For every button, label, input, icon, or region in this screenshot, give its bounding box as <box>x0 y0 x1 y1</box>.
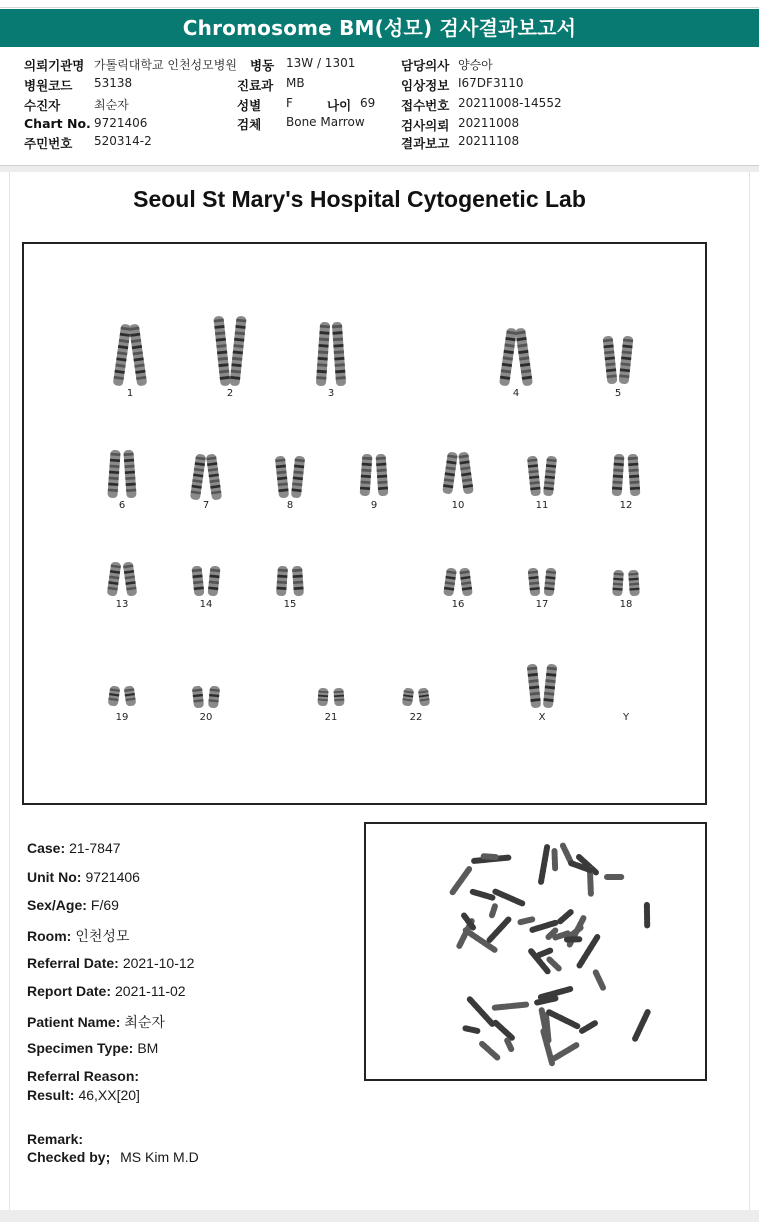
label-resident-number: 주민번호 <box>24 136 73 151</box>
patient-info-panel <box>0 48 759 166</box>
remark-label: Remark: <box>27 1131 84 1147</box>
chromosome <box>107 561 122 596</box>
spread-chromosome <box>580 937 598 965</box>
spread-chromosome <box>541 989 570 997</box>
spread-chromosome <box>539 951 550 955</box>
spread-chromosome <box>635 1012 648 1039</box>
chromosome-label: 15 <box>283 599 297 610</box>
window-top-edge <box>0 0 759 8</box>
value-physician: 양승아 <box>458 58 493 72</box>
detail-value: 21-7847 <box>69 840 121 856</box>
detail-key: Patient Name: <box>27 1014 121 1030</box>
spread-chromosome <box>554 1045 577 1059</box>
label-age: 나이 <box>327 98 352 113</box>
spread-chromosome <box>549 1012 578 1026</box>
detail-row <box>27 897 119 913</box>
chromosome <box>543 664 558 709</box>
chromosome-label: 13 <box>115 599 129 610</box>
value-referring-institution: 가톨릭대학교 인천성모병원 <box>94 58 237 72</box>
chromosome <box>360 454 373 497</box>
detail-value: BM <box>137 1040 159 1056</box>
checked-by-label: Checked by; <box>27 1149 111 1165</box>
spread-chromosome <box>507 1040 511 1049</box>
spread-chromosome <box>490 919 509 939</box>
chromosome <box>192 686 204 709</box>
chromosome-label: 5 <box>614 388 622 399</box>
label-physician: 담당의사 <box>401 58 450 73</box>
chromosome <box>108 685 121 706</box>
chromosome <box>619 336 634 385</box>
spread-chromosome <box>470 999 492 1024</box>
detail-key: Unit No: <box>27 869 82 885</box>
chromosome <box>333 688 344 707</box>
chromosome <box>628 454 641 497</box>
detail-key: Specimen Type: <box>27 1040 134 1056</box>
chromosome-label: 2 <box>226 388 234 399</box>
value-chart-no: 9721406 <box>94 116 148 130</box>
metaphase-spread-image <box>364 822 707 1081</box>
chromosome-label: 16 <box>451 599 465 610</box>
detail-row <box>27 955 194 971</box>
spread-chromosome <box>563 846 571 863</box>
chromosome <box>543 456 557 497</box>
detail-value: 9721406 <box>85 869 140 885</box>
chromosome <box>612 454 625 497</box>
chromosome <box>603 336 618 385</box>
detail-value: 46,XX[20] <box>78 1087 140 1103</box>
chromosome <box>402 687 414 706</box>
chromosome <box>207 566 220 597</box>
spread-chromosome <box>494 1005 526 1008</box>
spread-chromosome <box>495 892 522 904</box>
chromosome <box>499 328 517 387</box>
value-specimen: Bone Marrow <box>286 115 365 129</box>
spread-chromosome <box>532 923 555 930</box>
chromosome <box>527 664 542 709</box>
detail-row <box>27 1068 143 1084</box>
detail-value: 2021-10-12 <box>122 955 195 971</box>
value-result-report: 20211108 <box>458 134 520 148</box>
chromosome <box>628 570 640 597</box>
spread-chromosome <box>520 919 532 922</box>
chromosome <box>317 688 328 707</box>
spread-chromosome <box>554 851 555 868</box>
chromosome <box>213 316 230 387</box>
chromosome-label: 19 <box>115 712 129 723</box>
spread-chromosome <box>473 892 494 898</box>
detail-value: 2021-11-02 <box>115 983 186 999</box>
detail-key: Report Date: <box>27 983 112 999</box>
chromosome <box>206 454 222 501</box>
value-hospital-code: 53138 <box>94 76 133 90</box>
chromosome-label: 18 <box>619 599 633 610</box>
chromosome <box>612 570 624 597</box>
chromosome-label: 12 <box>619 500 633 511</box>
chromosome <box>107 450 120 499</box>
label-result-report: 결과보고 <box>401 136 450 151</box>
chromosome <box>123 450 136 499</box>
detail-key: Sex/Age: <box>27 897 87 913</box>
spread-chromosome <box>581 1023 595 1031</box>
spread-chromosome <box>541 847 547 882</box>
chromosome <box>376 454 389 497</box>
detail-row <box>27 869 140 885</box>
chromosome <box>275 456 289 499</box>
chromosome <box>208 686 220 709</box>
chromosome <box>459 567 473 596</box>
detail-row <box>27 1087 140 1103</box>
spread-chromosome <box>560 912 571 921</box>
spread-chromosome <box>496 1023 512 1038</box>
chromosome-label: Y <box>622 712 630 723</box>
value-ward: 13W / 1301 <box>286 56 356 70</box>
checked-by-value: MS Kim M.D <box>120 1149 199 1165</box>
label-ward: 병동 <box>250 58 275 73</box>
chromosome-label: 1 <box>126 388 134 399</box>
detail-key: Result: <box>27 1087 75 1103</box>
label-clinical-info: 임상정보 <box>401 78 450 93</box>
value-clinical-info: I67DF3110 <box>458 76 524 90</box>
chromosome-label: 4 <box>512 388 520 399</box>
chromosome <box>190 454 206 501</box>
detail-value: 인천성모 <box>75 928 130 944</box>
spread-chromosome <box>549 959 558 968</box>
chromosome-label: 21 <box>324 712 338 723</box>
label-chart-no: Chart No. <box>24 116 91 131</box>
label-test-request: 검사의뢰 <box>401 118 450 133</box>
chromosome <box>527 456 541 497</box>
lab-title: Seoul St Mary's Hospital Cytogenetic Lab <box>133 186 586 212</box>
spread-chromosome <box>453 869 470 892</box>
chromosome-label: 14 <box>199 599 213 610</box>
chromosome <box>124 685 137 706</box>
chromosome-label: 3 <box>327 388 335 399</box>
chromosome <box>229 316 246 387</box>
chromosome <box>292 566 304 597</box>
chromosome <box>528 568 541 597</box>
chromosome-label: 11 <box>535 500 549 511</box>
chromosome <box>291 456 305 499</box>
bottom-divider <box>0 1210 759 1222</box>
detail-row <box>27 926 129 946</box>
label-department: 진료과 <box>237 78 274 93</box>
chromosome <box>191 566 204 597</box>
chromosome <box>129 324 148 387</box>
detail-row <box>27 1012 165 1032</box>
chromosome-label: 10 <box>451 500 465 511</box>
detail-key: Case: <box>27 840 66 856</box>
value-patient: 최순자 <box>94 98 129 112</box>
chromosome-label: 7 <box>202 500 210 511</box>
label-referring-institution: 의뢰기관명 <box>24 58 85 73</box>
spread-chromosome <box>465 1028 477 1031</box>
value-test-request: 20211008 <box>458 116 520 130</box>
chromosome-label: 9 <box>370 500 378 511</box>
value-department: MB <box>286 76 305 90</box>
label-hospital-code: 병원코드 <box>24 78 73 93</box>
value-accession-number: 20211008-14552 <box>458 96 562 110</box>
detail-row <box>27 840 121 856</box>
chromosome-label: X <box>538 712 546 723</box>
chromosome <box>276 566 288 597</box>
chromosome-label: 22 <box>409 712 423 723</box>
spread-chromosome <box>484 856 496 857</box>
detail-value: F/69 <box>90 897 119 913</box>
chromosome <box>418 687 430 706</box>
chromosome-label: 20 <box>199 712 213 723</box>
spread-chromosome <box>555 933 567 937</box>
chromosome <box>544 568 557 597</box>
spread-chromosome <box>596 972 603 987</box>
value-resident-number: 520314-2 <box>94 134 152 148</box>
detail-row <box>27 983 186 999</box>
value-sex: F <box>286 96 293 110</box>
label-accession-number: 접수번호 <box>401 98 450 113</box>
spread-chromosome <box>482 1044 498 1058</box>
spread-chromosome <box>492 906 495 916</box>
karyotype-image <box>22 242 707 805</box>
detail-row <box>27 1040 158 1056</box>
spread-chromosome <box>464 916 474 929</box>
checked-by <box>27 1149 199 1165</box>
chromosome-label: 6 <box>118 500 126 511</box>
chromosome <box>442 452 458 495</box>
chromosome-label: 8 <box>286 500 294 511</box>
chromosome <box>316 322 330 387</box>
chromosome <box>443 567 457 596</box>
chromosome <box>515 328 533 387</box>
label-sex: 성별 <box>237 98 262 113</box>
detail-key: Room: <box>27 928 72 944</box>
chromosome-label: 17 <box>535 599 549 610</box>
chromosome <box>332 322 346 387</box>
detail-value: 최순자 <box>124 1014 165 1030</box>
metaphase-drawing <box>366 824 705 1079</box>
label-specimen: 검체 <box>237 117 262 132</box>
chromosome <box>123 561 138 596</box>
detail-key: Referral Reason: <box>27 1068 140 1084</box>
value-age: 69 <box>360 96 376 110</box>
report-title: Chromosome BM(성모) 검사결과보고서 <box>0 9 759 47</box>
label-patient: 수진자 <box>24 98 61 113</box>
chromosome <box>458 452 474 495</box>
detail-key: Referral Date: <box>27 955 119 971</box>
chromosome <box>113 324 132 387</box>
